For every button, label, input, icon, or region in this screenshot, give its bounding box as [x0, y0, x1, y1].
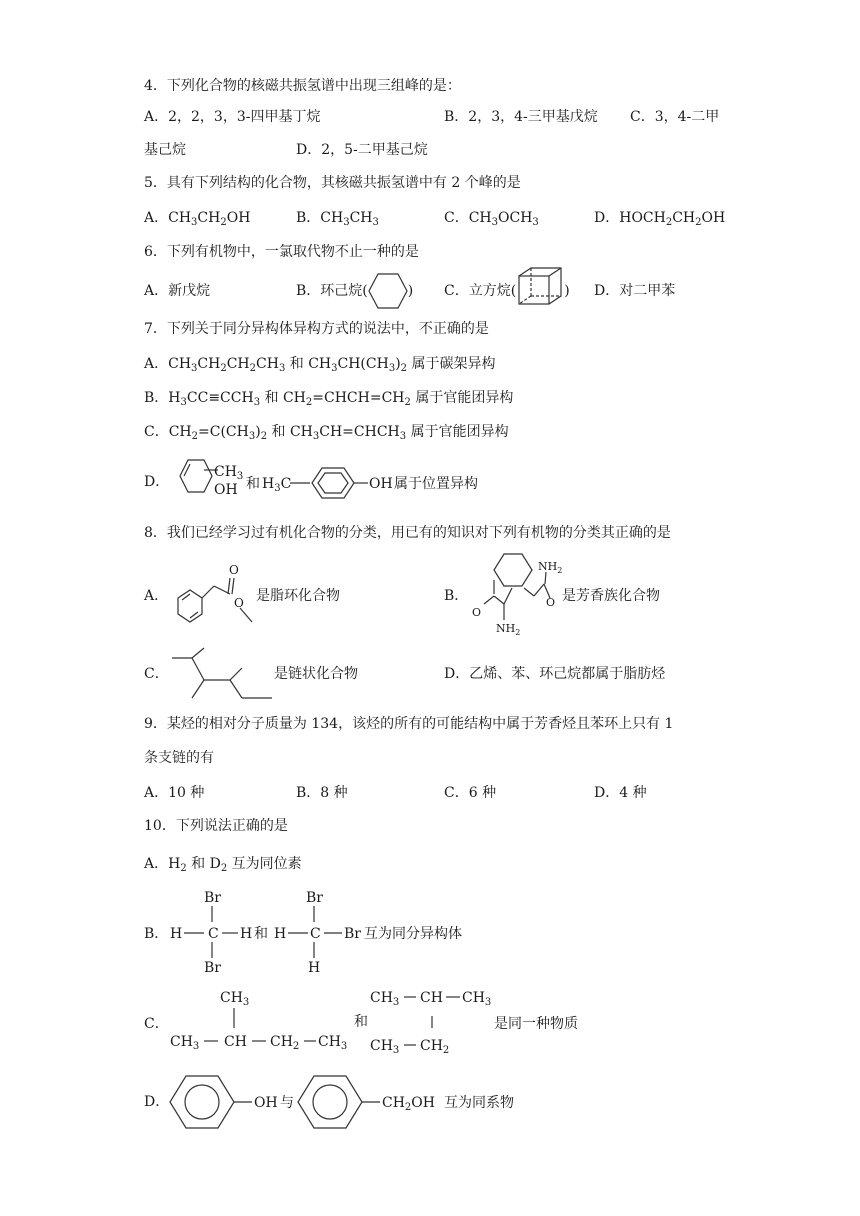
- cyclohexane-structure: [368, 272, 408, 310]
- q4-option-c-part1: C．3，4-二甲: [630, 109, 720, 125]
- svg-text:和: 和: [246, 476, 260, 492]
- q10-option-d-label: D．: [144, 1094, 170, 1110]
- q8-option-c-label: C．: [144, 666, 169, 682]
- q6-stem: 6．下列有机物中，一氯取代物不止一种的是: [144, 244, 419, 260]
- q6-option-b: B．环己烷( ): [296, 283, 414, 299]
- q8-option-a-text: 是脂环化合物: [256, 588, 340, 604]
- q4-option-a: A．2，2，3，3-四甲基丁烷: [144, 109, 321, 125]
- svg-text:属于位置异构: 属于位置异构: [394, 476, 478, 492]
- svg-text:H: H: [240, 926, 253, 942]
- q5-option-d: D．$HOCH_2CH_2OH$: [594, 210, 726, 228]
- svg-text:是同一种物质: 是同一种物质: [494, 1016, 578, 1032]
- svg-text:CH2OH: $CH_2OH$: [382, 1095, 435, 1113]
- svg-text:互为同系物: 互为同系物: [444, 1095, 514, 1111]
- svg-text:H: H: [170, 926, 183, 942]
- q7-option-b: B．$H_3CC\equiv CCH_3$ 和 $CH_2=CHCH=CH_2$ 属于官能团异构: [144, 390, 514, 408]
- q9-option-b: B．8 种: [296, 785, 348, 801]
- svg-text:与: 与: [280, 1095, 294, 1111]
- svg-text:CH3: $CH_3$: [370, 1038, 400, 1056]
- q5-stem: 5．具有下列结构的化合物，其核磁共振氢谱中有 2 个峰的是: [144, 175, 521, 191]
- q10-d-structures: [168, 1072, 538, 1132]
- q8-option-b-label: B．: [444, 588, 469, 604]
- q8-c-structure: [170, 644, 280, 706]
- svg-text:Br: Br: [204, 960, 221, 976]
- q10-b-structures: [168, 886, 468, 978]
- svg-text:O: O: [229, 563, 239, 577]
- q10-option-c-label: C．: [144, 1016, 169, 1032]
- q4-option-d: D．2，5-二甲基己烷: [296, 142, 428, 158]
- svg-text:CH3: $CH_3$: [220, 990, 250, 1008]
- q9-option-d: D．4 种: [594, 785, 647, 801]
- svg-text:O: O: [472, 606, 482, 619]
- q5-option-a: A．$CH_3CH_2OH$: [144, 210, 251, 228]
- q5-option-b: B．$CH_3CH_3$: [296, 210, 379, 228]
- q9-option-a: A．10 种: [144, 785, 205, 801]
- q7-option-d-label: D．: [144, 474, 170, 490]
- svg-text:CH3: $CH_3$: [214, 464, 244, 482]
- q7-stem: 7．下列关于同分异构体异构方式的说法中，不正确的是: [144, 321, 489, 337]
- q5-option-c: C．$CH_3OCH_3$: [444, 210, 539, 228]
- svg-text:Br: Br: [204, 890, 221, 906]
- svg-text:CH3: $CH_3$: [370, 990, 400, 1008]
- svg-text:CH2: $CH_2$: [270, 1034, 300, 1052]
- svg-text:和: 和: [354, 1014, 368, 1030]
- q6-option-c: C．立方烷( ): [444, 283, 570, 299]
- svg-text:OH: OH: [254, 1095, 278, 1111]
- q4-option-c-part2: 基己烷: [144, 142, 186, 158]
- svg-text:和: 和: [254, 926, 268, 942]
- q6-option-a: A．新戊烷: [144, 283, 211, 299]
- q10-option-a: A．$H_2$ 和 $D_2$ 互为同位素: [144, 856, 302, 874]
- svg-text:O: O: [546, 596, 556, 609]
- svg-text:OH: OH: [369, 476, 393, 492]
- svg-text:C: C: [208, 926, 219, 942]
- svg-text:H3C: $H_3C$: [262, 476, 292, 494]
- svg-text:H: H: [308, 960, 321, 976]
- q10-c-structures: [168, 984, 608, 1064]
- q8-a-structure: [170, 560, 260, 632]
- svg-text:CH: CH: [224, 1034, 247, 1050]
- cubane-structure: [517, 266, 565, 306]
- svg-text:OH: OH: [214, 482, 238, 498]
- q7-option-a: A．$CH_3CH_2CH_2CH_3$ 和 $CH_3CH(CH_3)_2$ 属于碳架异构: [144, 356, 496, 374]
- q4-stem: 4．下列化合物的核磁共振氢谱中出现三组峰的是：: [144, 78, 461, 94]
- svg-text:Br: Br: [306, 890, 323, 906]
- q8-option-c-text: 是链状化合物: [274, 666, 358, 682]
- svg-text:互为同分异构体: 互为同分异构体: [364, 926, 462, 942]
- q8-option-d: D．乙烯、苯、环己烷都属于脂肪烃: [444, 666, 666, 682]
- q7-d-structures: [168, 456, 488, 508]
- q10-option-b-label: B．: [144, 926, 169, 942]
- q4-option-b: B．2，3，4-三甲基戊烷: [444, 109, 598, 125]
- q6-option-d: D．对二甲苯: [594, 283, 676, 299]
- q9-option-c: C．6 种: [444, 785, 497, 801]
- svg-text:CH3: $CH_3$: [318, 1034, 348, 1052]
- svg-text:Br: Br: [344, 926, 361, 942]
- q8-b-structure: [466, 548, 566, 640]
- svg-text:CH: CH: [420, 990, 443, 1006]
- svg-text:CH3: $CH_3$: [170, 1034, 200, 1052]
- svg-text:C: C: [310, 926, 321, 942]
- q8-stem: 8．我们已经学习过有机化合物的分类，用已有的知识对下列有机物的分类其正确的是: [144, 525, 671, 541]
- svg-text:H: H: [274, 926, 287, 942]
- q9-stem-line1: 9．某烃的相对分子质量为 134，该烃的所有的可能结构中属于芳香烃且苯环上只有 1: [144, 716, 674, 732]
- q8-option-b-text: 是芳香族化合物: [562, 588, 660, 604]
- q10-stem: 10．下列说法正确的是: [144, 818, 288, 834]
- svg-text:NH2: $NH_2$: [538, 560, 563, 575]
- q8-option-a-label: A．: [144, 588, 169, 604]
- svg-text:CH2: $CH_2$: [420, 1038, 450, 1056]
- svg-text:CH3: $CH_3$: [462, 990, 492, 1008]
- q7-option-c: C．$CH_2=C(CH_3)_2$ 和 $CH_3CH=CHCH_3$ 属于官能团异构: [144, 424, 509, 442]
- svg-text:NH2: $NH_2$: [496, 622, 521, 637]
- svg-text:O: O: [234, 596, 244, 610]
- q9-stem-line2: 条支链的有: [144, 750, 214, 766]
